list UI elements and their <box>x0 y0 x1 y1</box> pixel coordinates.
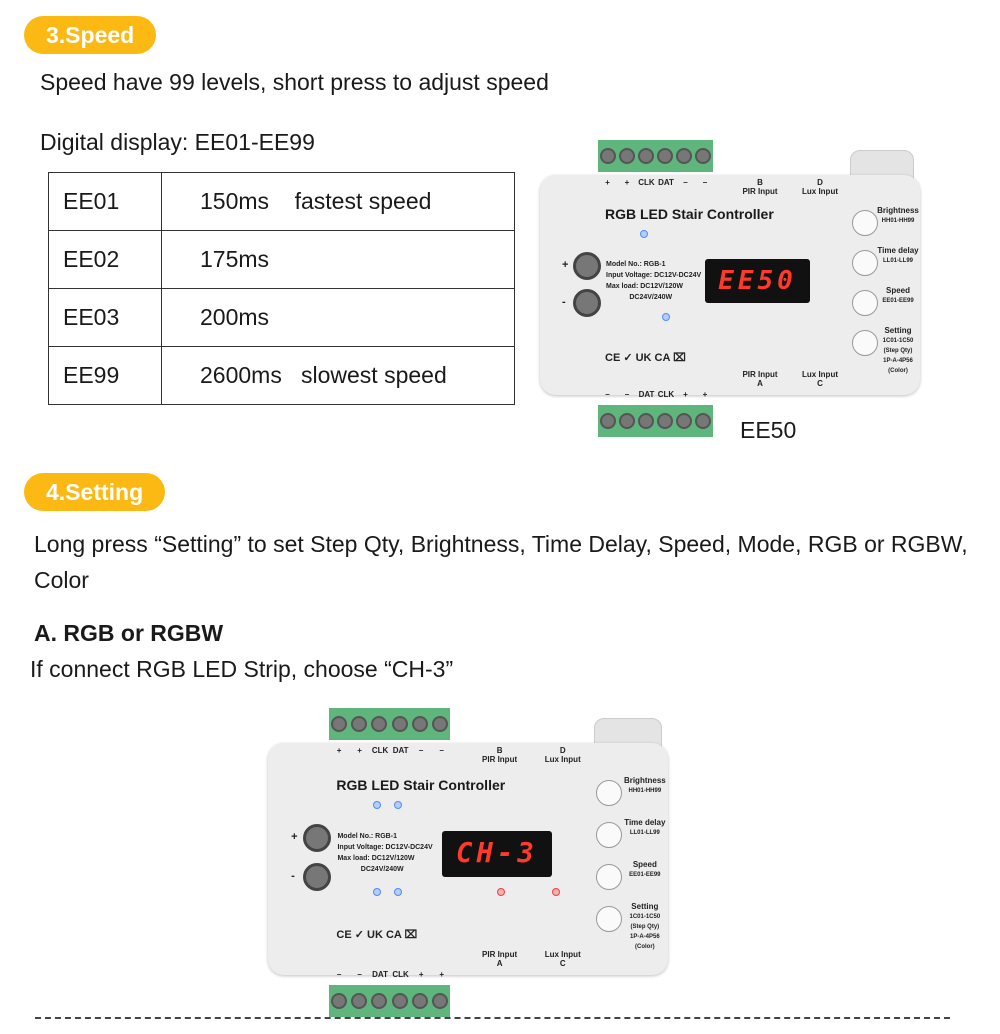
button-label: Speed EE01-EE99 <box>629 860 661 879</box>
code-cell: EE01 <box>49 173 162 231</box>
sub-heading: A. RGB or RGBW <box>34 620 224 646</box>
terminal-label: CLK <box>392 969 409 979</box>
terminal-block-bottom[interactable] <box>329 985 450 1017</box>
indicator-led <box>662 313 670 321</box>
table-row <box>49 173 515 231</box>
speed-description: Speed have 99 levels, short press to adjust speed <box>40 69 549 95</box>
certification-marks: CE ✓ UK CA ⌧ <box>605 352 686 364</box>
input-label: PIR Input A <box>482 949 518 968</box>
terminal-block-bottom[interactable] <box>598 405 713 437</box>
certification-marks: CE ✓ UK CA ⌧ <box>336 929 418 942</box>
terminal-label: CLK <box>371 746 389 755</box>
section-badge-speed: 3.Speed <box>24 16 156 54</box>
value-cell: 150ms fastest speed <box>162 173 515 231</box>
terminal-label: CLK <box>638 178 655 187</box>
terminal-label: – <box>683 178 688 187</box>
terminal-label: – <box>336 969 342 979</box>
divider <box>35 1017 950 1019</box>
table-row <box>49 289 515 347</box>
terminal-label: – <box>605 390 610 399</box>
setting-description: Long press “Setting” to set Step Qty, Brightness, Time Delay, Speed, Mode, RGB or RGBW, Color <box>34 531 968 593</box>
value-cell: 200ms <box>162 289 515 347</box>
terminal-label: DAT <box>392 746 409 755</box>
led-controller-device <box>268 708 668 1020</box>
button-label: Speed EE01-EE99 <box>882 286 914 304</box>
terminal-label: + <box>624 178 630 187</box>
terminal-label: + <box>439 969 444 979</box>
led-controller-device <box>540 140 920 440</box>
terminal-label: – <box>357 969 362 979</box>
input-label: PIR Input A <box>742 370 778 388</box>
device-title: RGB LED Stair Controller <box>336 777 506 794</box>
terminal-label: – <box>418 746 424 755</box>
value-cell: 2600ms slowest speed <box>162 347 515 405</box>
input-label: B PIR Input <box>742 178 778 196</box>
section-badge-setting: 4.Setting <box>24 473 165 511</box>
digital-display: CH-3 <box>442 831 553 877</box>
terminal-block-top[interactable] <box>598 140 713 172</box>
input-label: Lux Input C <box>544 949 581 968</box>
terminal-label: + <box>702 390 708 399</box>
input-label: B PIR Input <box>482 746 518 764</box>
power-terminal-minus[interactable] <box>303 863 331 891</box>
terminal-label: – <box>439 746 444 755</box>
terminal-label: DAT <box>638 390 655 399</box>
terminal-label: + <box>357 746 362 755</box>
terminal-label: + <box>605 178 610 187</box>
digital-display-text: Digital display: EE01-EE99 <box>40 129 315 155</box>
button-label: Time delay LL01-LL99 <box>877 246 919 264</box>
input-label: Lux Input C <box>802 370 838 388</box>
terminal-block-top[interactable] <box>329 708 450 740</box>
code-cell: EE99 <box>49 347 162 405</box>
button-label: Brightness HH01-HH99 <box>623 775 666 794</box>
value-cell: 175ms <box>162 231 515 289</box>
speed-table <box>48 172 515 405</box>
plus-sign: + <box>291 831 298 843</box>
table-row <box>49 347 515 405</box>
terminal-label: DAT <box>658 178 674 187</box>
plus-sign: + <box>562 258 569 271</box>
terminal-label: + <box>336 746 342 755</box>
spec-label: Model No.: RGB-1 Input Voltage: DC12V-DC24V Max load: DC12V/120W DC24V/240W <box>337 833 433 873</box>
indicator-led <box>640 230 648 238</box>
terminal-label: – <box>702 178 708 187</box>
device-caption: EE50 <box>740 417 797 443</box>
power-terminal-plus[interactable] <box>573 252 601 280</box>
power-terminal-plus[interactable] <box>303 824 331 852</box>
minus-sign: - <box>291 870 295 883</box>
button-label: Time delay LL01-LL99 <box>624 817 666 836</box>
button-label: Brightness HH01-HH99 <box>877 206 919 224</box>
terminal-label: + <box>418 969 424 979</box>
code-cell: EE03 <box>49 289 162 347</box>
sub-description: If connect RGB LED Strip, choose “CH-3” <box>30 656 454 682</box>
device-title: RGB LED Stair Controller <box>605 206 774 222</box>
table-row <box>49 231 515 289</box>
terminal-label: CLK <box>657 390 675 399</box>
terminal-label: DAT <box>372 969 389 979</box>
input-label: D Lux Input <box>802 178 838 196</box>
button-label: Setting 1C01-1C50 (Step Qty) 1P-A-4P56 (Color) <box>629 902 661 951</box>
terminal-label: + <box>683 390 688 399</box>
code-cell: EE02 <box>49 231 162 289</box>
minus-sign: - <box>562 296 566 308</box>
spec-label: Model No.: RGB-1 Input Voltage: DC12V-DC24V Max load: DC12V/120W DC24V/240W <box>606 260 702 301</box>
digital-display: EE50 <box>705 259 810 303</box>
terminal-label: – <box>624 390 630 399</box>
input-label: D Lux Input <box>544 746 581 764</box>
button-label: Setting 1C01-1C50 (Step Qty) 1P-A-4P56 (Color) <box>882 326 914 374</box>
